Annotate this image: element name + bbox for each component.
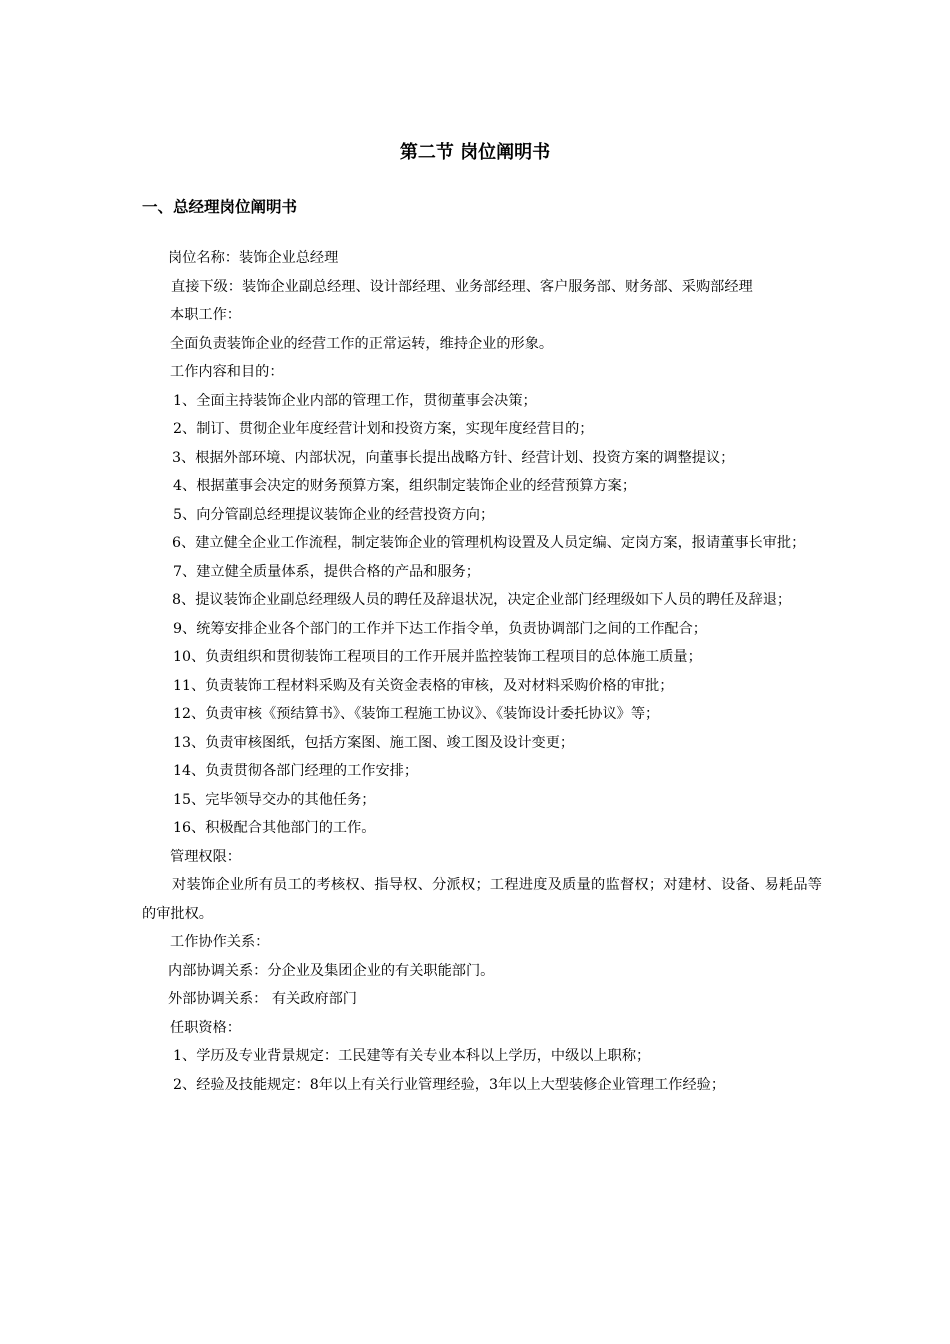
cooperation-label: 工作协作关系：: [170, 934, 270, 950]
list-item: 2、制订、贯彻企业年度经营计划和投资方案，实现年度经营目的；: [173, 421, 594, 437]
list-item: 9、统筹安排企业各个部门的工作并下达工作指令单，负责协调部门之间的工作配合；: [173, 620, 707, 637]
authority-text: 对装饰企业所有员工的考核权、指导权、分派权；工程进度及质量的监督权；对建材、设备、易耗品等的审批权。: [142, 877, 822, 922]
list-item: 7、建立健全质量体系，提供合格的产品和服务；: [173, 563, 480, 580]
qualification-label: 任职资格：: [170, 1019, 241, 1036]
page-title: 第二节 岗位阐明书: [399, 142, 551, 163]
list-item: 6、建立健全企业工作流程，制定装饰企业的管理机构设置及人员定编、定岗方案，报请董事长审批；: [172, 535, 806, 551]
qualification-item: 1、学历及专业背景规定：工民建等有关专业本科以上学历，中级以上职称；: [173, 1048, 651, 1064]
authority-label: 管理权限：: [170, 848, 241, 865]
list-item: 3、根据外部环境、内部状况，向董事长提出战略方针、经营计划、投资方案的调整提议；: [172, 449, 735, 466]
list-item: 1、全面主持装饰企业内部的管理工作，贯彻董事会决策；: [173, 392, 537, 409]
section-heading: 一、总经理岗位阐明书: [142, 198, 298, 216]
list-item: 12、负责审核《预结算书》、《装饰工程施工协议》、《装饰设计委托协议》等；: [173, 706, 660, 722]
duty-text: 全面负责装饰企业的经营工作的正常运转，维持企业的形象。: [170, 335, 554, 352]
list-item: 14、负责贯彻各部门经理的工作安排；: [173, 763, 419, 779]
list-item: 15、完毕领导交办的其他任务；: [173, 791, 376, 808]
list-item: 8、提议装饰企业副总经理级人员的聘任及辞退状况，决定企业部门经理级如下人员的聘任及辞退；: [172, 592, 792, 608]
duty-label: 本职工作：: [170, 307, 241, 323]
document-body: [142, 244, 822, 1099]
list-item: 16、积极配合其他部门的工作。: [173, 820, 376, 836]
list-item: 11、负责装饰工程材料采购及有关资金表格的审核，及对材料采购价格的审批；: [173, 677, 674, 694]
content-label: 工作内容和目的：: [170, 364, 284, 380]
list-item: 13、负责审核图纸，包括方案图、施工图、竣工图及设计变更；: [173, 734, 575, 751]
position-name-line: 岗位名称：装饰企业总经理: [168, 250, 339, 266]
qualification-item: 2、经验及技能规定：8年以上有关行业管理经验，3年以上大型装修企业管理工作经验；: [173, 1076, 726, 1093]
list-item: 5、向分管副总经理提议装饰企业的经营投资方向；: [173, 506, 495, 523]
direct-subordinates-line: 直接下级：装饰企业副总经理、设计部经理、业务部经理、客户服务部、财务部、采购部经理: [171, 278, 753, 295]
external-relation-line: 外部协调关系： 有关政府部门: [168, 991, 357, 1007]
internal-relation-line: 内部协调关系：分企业及集团企业的有关职能部门。: [168, 962, 495, 979]
list-item: 10、负责组织和贯彻装饰工程项目的工作开展并监控装饰工程项目的总体施工质量；: [173, 649, 702, 665]
list-item: 4、根据董事会决定的财务预算方案，组织制定装饰企业的经营预算方案；: [173, 478, 637, 494]
